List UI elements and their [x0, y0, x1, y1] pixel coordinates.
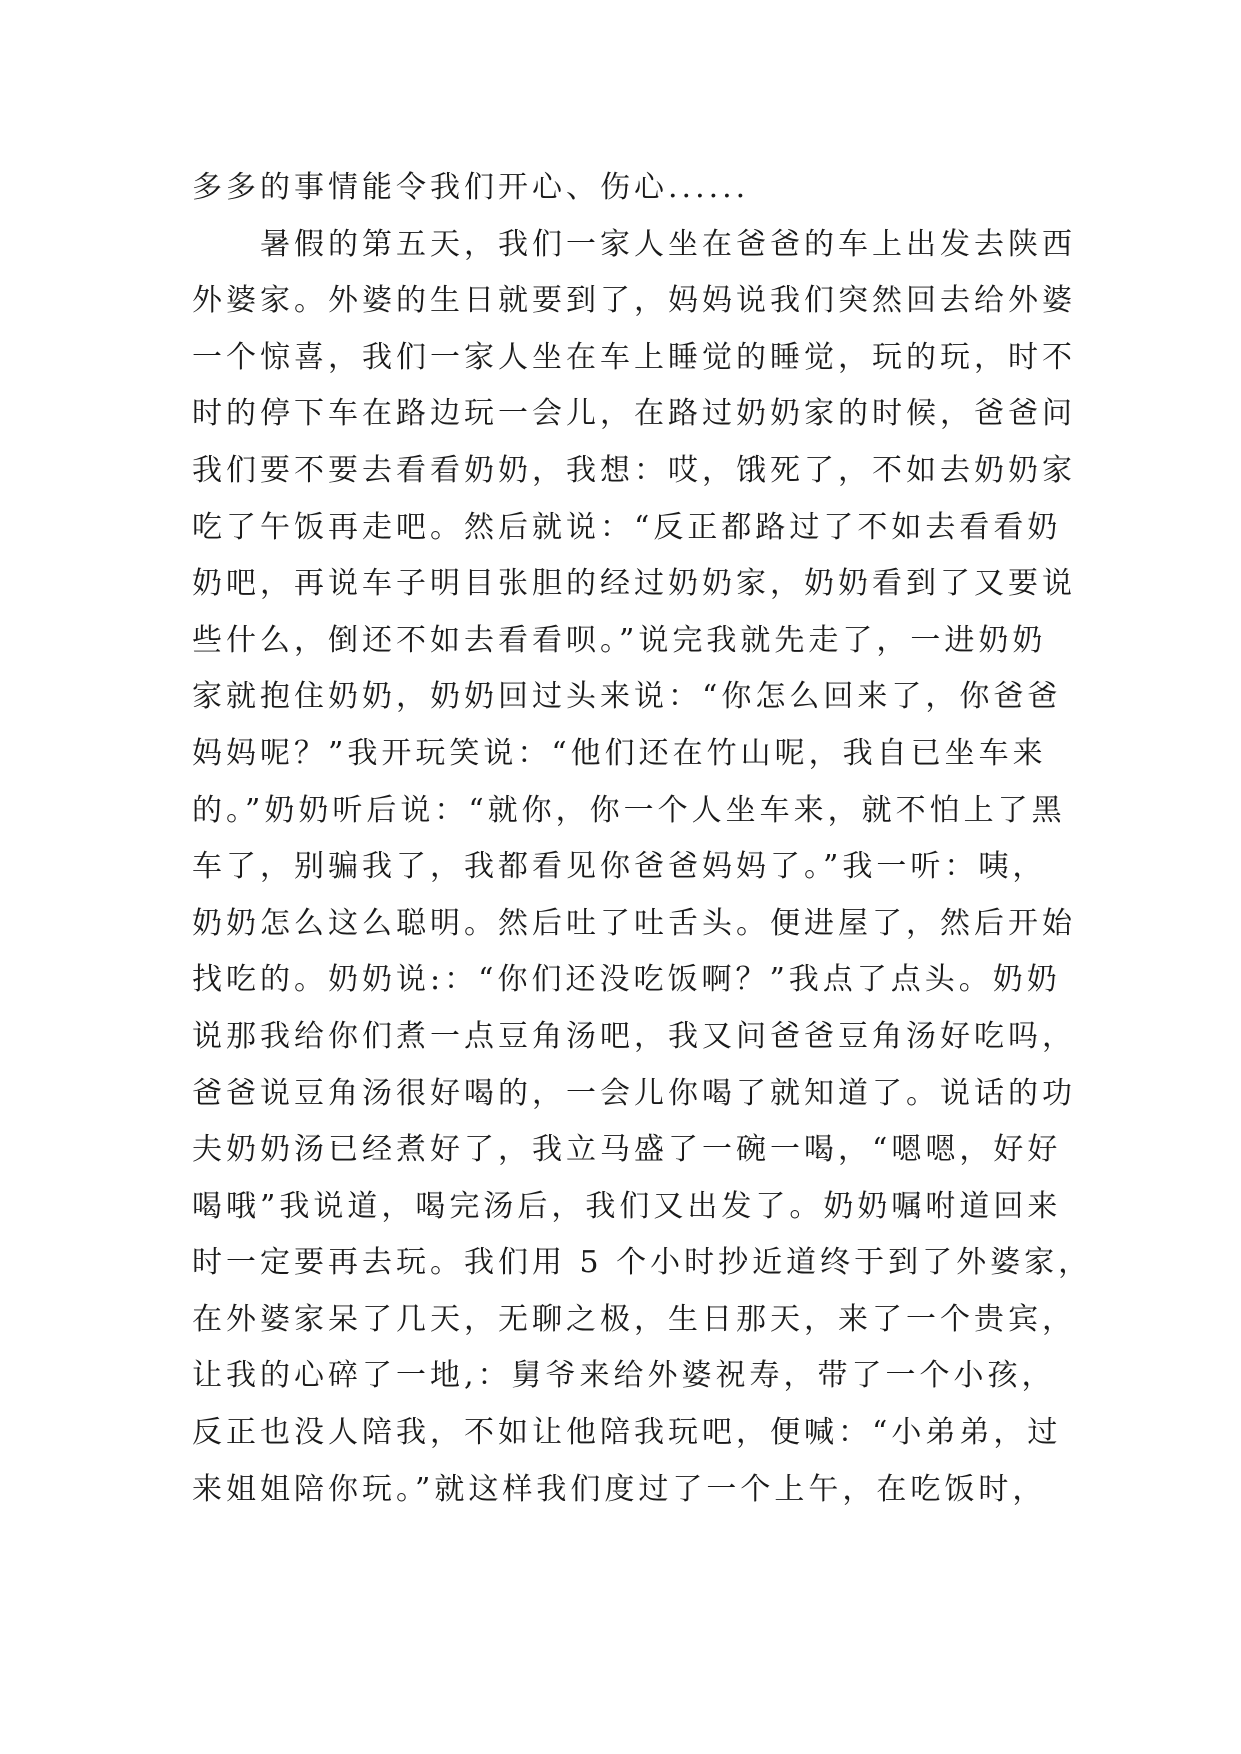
- essay-body: [192, 160, 1093, 1518]
- text-line: 喝哦”我说道，喝完汤后，我们又出发了。奶奶嘱咐道回来: [192, 1188, 1062, 1224]
- text-line: 让我的心碎了一地,：舅爷来给外婆祝寿，带了一个小孩，: [192, 1358, 1056, 1394]
- text-line: 奶奶怎么这么聪明。然后吐了吐舌头。便进屋了，然后开始: [192, 905, 1076, 941]
- text-line: 我们要不要去看看奶奶，我想：哎，饿死了，不如去奶奶家: [192, 452, 1076, 488]
- text-line: 奶吧，再说车子明目张胆的经过奶奶家，奶奶看到了又要说: [192, 566, 1076, 602]
- text-line: 一个惊喜，我们一家人坐在车上睡觉的睡觉，玩的玩，时不: [192, 339, 1076, 375]
- text-line: 妈妈呢？”我开玩笑说：“他们还在竹山呢，我自已坐车来: [192, 735, 1047, 771]
- text-line: 暑假的第五天，我们一家人坐在爸爸的车上出发去陕西: [192, 226, 1076, 262]
- text-line: 吃了午饭再走吧。然后就说：“反正都路过了不如去看看奶: [192, 509, 1062, 545]
- text-line: 夫奶奶汤已经煮好了，我立马盛了一碗一喝，“嗯嗯，好好: [192, 1132, 1062, 1168]
- text-line: 车了，别骗我了，我都看见你爸爸妈妈了。”我一听：咦，: [192, 849, 1047, 885]
- text-line: 家就抱住奶奶，奶奶回过头来说：“你怎么回来了，你爸爸: [192, 679, 1062, 715]
- text-line: 来姐姐陪你玩。”就这样我们度过了一个上午，在吃饭时，: [192, 1471, 1047, 1507]
- text-line: 的。”奶奶听后说：“就你，你一个人坐车来，就不怕上了黑: [192, 792, 1066, 828]
- text-line: 外婆家。外婆的生日就要到了，妈妈说我们突然回去给外婆: [192, 283, 1076, 319]
- text-line: 些什么，倒还不如去看看呗。”说完我就先走了，一进奶奶: [192, 622, 1047, 658]
- text-line: 时的停下车在路边玩一会儿，在路过奶奶家的时候，爸爸问: [192, 396, 1076, 432]
- text-line: 爸爸说豆角汤很好喝的，一会儿你喝了就知道了。说话的功: [192, 1075, 1076, 1111]
- text-line: 反正也没人陪我，不如让他陪我玩吧，便喊：“小弟弟，过: [192, 1415, 1062, 1451]
- text-line: 在外婆家呆了几天，无聊之极，生日那天，来了一个贵宾，: [192, 1301, 1076, 1337]
- text-line: 时一定要再去玩。我们用 5 个小时抄近道终于到了外婆家，: [192, 1245, 1093, 1281]
- text-line: 说那我给你们煮一点豆角汤吧，我又问爸爸豆角汤好吃吗，: [192, 1018, 1076, 1054]
- text-line: 找吃的。奶奶说:：“你们还没吃饭啊？”我点了点头。奶奶: [192, 962, 1061, 998]
- text-line: 多多的事情能令我们开心、伤心......: [192, 170, 750, 205]
